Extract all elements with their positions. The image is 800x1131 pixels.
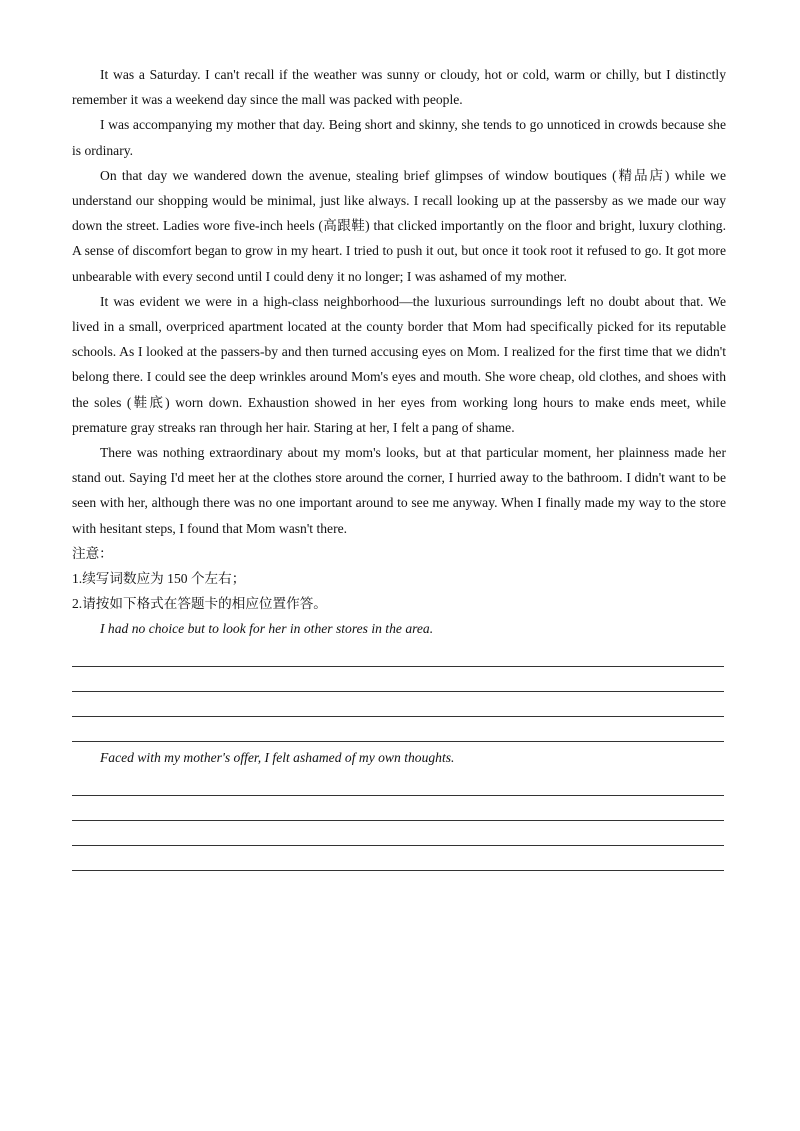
passage-paragraph-3: On that day we wandered down the avenue, stealing brief glimpses of window boutiques (精品店) while we understand our shopping would be minimal, just like always. I recall looking up at the passersby as we made our way down the street. Ladies wore five-inch heels (高跟鞋) that clicked importantly on the floor and bright, luxury clothing. A sense of discomfort began to grow in my heart. I tried to push it out, but once it took root it refused to go. It got more unbearable with every second until I could deny it no longer; I was ashamed of my mother. — [72, 167, 726, 284]
continuation-prompt-2: Faced with my mother's offer, I felt ashamed of my own thoughts. — [100, 750, 455, 766]
notes-heading: 注意： — [72, 545, 113, 561]
answer-line[interactable] — [72, 717, 724, 742]
answer-line[interactable] — [72, 821, 724, 846]
passage-paragraph-1: It was a Saturday. I can't recall if the weather was sunny or cloudy, hot or cold, warm or chilly, but I distinctly remember it was a weekend day since the mall was packed with people. — [72, 67, 726, 108]
answer-line[interactable] — [72, 692, 724, 717]
answer-lines-1 — [72, 642, 726, 743]
answer-line[interactable] — [72, 642, 724, 667]
note-item-2: 2.请按如下格式在答题卡的相应位置作答。 — [72, 596, 327, 612]
answer-line[interactable] — [72, 846, 724, 871]
passage-paragraph-2: I was accompanying my mother that day. Being short and skinny, she tends to go unnoticed in crowds because she is ordinary. — [72, 117, 726, 158]
passage-paragraph-5: There was nothing extraordinary about my mom's looks, but at that particular moment, her plainness made her stand out. Saying I'd meet her at the clothes store around the corner, I hurried away to the bathroom. I didn't want to be seen with her, although there was no one important around to see me anyway. When I finally made my way to the store with hesitant steps, I found that Mom wasn't there. — [72, 445, 726, 536]
answer-line[interactable] — [72, 667, 724, 692]
answer-lines-2 — [72, 771, 726, 872]
continuation-prompt-1: I had no choice but to look for her in other stores in the area. — [100, 621, 434, 637]
answer-line[interactable] — [72, 771, 724, 796]
passage-paragraph-4: It was evident we were in a high-class neighborhood—the luxurious surroundings left no doubt about that. We lived in a small, overpriced apartment located at the county border that Mom had specifically picked for its reputable schools. As I looked at the passers-by and then turned accusing eyes on Mom. I realized for the first time that we didn't belong there. I could see the deep wrinkles around Mom's eyes and mouth. She wore cheap, old clothes, and shoes with the soles (鞋底) worn down. Exhaustion showed in her eyes from working long hours to make ends meet, while premature gray streaks ran through her hair. Staring at her, I felt a pang of shame. — [72, 293, 726, 435]
note-item-1: 1.续写词数应为 150 个左右； — [72, 571, 246, 587]
answer-line[interactable] — [72, 796, 724, 821]
document-page — [72, 62, 726, 871]
